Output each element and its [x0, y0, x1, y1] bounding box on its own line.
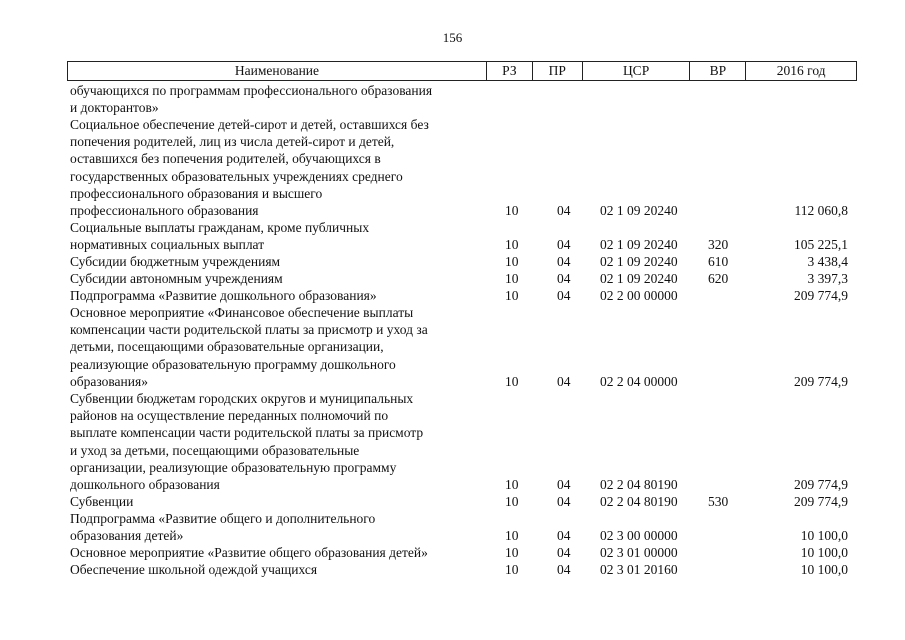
row-amount: 112 060,8	[794, 202, 848, 218]
row-csr: 02 1 09 20240	[600, 236, 678, 252]
row-rz: 10	[505, 253, 519, 269]
row-csr: 02 1 09 20240	[600, 202, 678, 218]
row-rz: 10	[505, 202, 519, 218]
column-header-rz: РЗ	[487, 62, 533, 80]
table-row	[0, 82, 905, 116]
row-pr: 04	[557, 236, 571, 252]
row-rz: 10	[505, 236, 519, 252]
row-name: Субвенции	[70, 494, 134, 509]
row-name: Обеспечение школьной одеждой учащихся	[70, 562, 318, 577]
table-body	[0, 82, 905, 578]
row-amount: 3 438,4	[807, 253, 848, 269]
row-csr: 02 2 04 00000	[600, 373, 678, 389]
page-number: 156	[442, 30, 463, 45]
column-header-name: Наименование	[68, 62, 487, 80]
row-amount: 10 100,0	[800, 544, 848, 560]
row-pr: 04	[557, 373, 571, 389]
table-row	[0, 116, 905, 219]
row-csr: 02 2 00 00000	[600, 287, 678, 303]
row-amount: 209 774,9	[794, 287, 848, 303]
row-pr: 04	[557, 527, 571, 543]
table-row	[0, 390, 905, 493]
table-row	[0, 493, 905, 510]
row-pr: 04	[557, 202, 571, 218]
row-csr: 02 2 04 80190	[600, 476, 678, 492]
row-amount: 10 100,0	[800, 527, 848, 543]
table-header	[67, 61, 857, 81]
row-name: обучающихся по программам профессионального образования и докторантов»	[70, 83, 433, 116]
row-amount: 105 225,1	[794, 236, 848, 252]
row-amount: 10 100,0	[800, 561, 848, 577]
row-rz: 10	[505, 561, 519, 577]
row-csr: 02 3 00 00000	[600, 527, 678, 543]
row-rz: 10	[505, 493, 519, 509]
row-rz: 10	[505, 476, 519, 492]
row-name: Социальное обеспечение детей-сирот и детей, оставшихся без попечения родителей, лиц из числа детей-сирот и детей, оставшихся без попечения родителей, обучающихся в государственных образовательных учреждениях среднего профессионального образования и высшего профессионального образования	[70, 117, 429, 219]
row-name: Основное мероприятие «Финансовое обеспечение выплаты компенсации части родительской платы за присмотр и уход за детьми, посещающими образовательные организации, реализующие образовательную программу дошкольного образования»	[70, 305, 428, 389]
table-row	[0, 561, 905, 578]
table-row	[0, 510, 905, 544]
row-amount: 3 397,3	[807, 270, 848, 286]
row-pr: 04	[557, 561, 571, 577]
row-csr: 02 1 09 20240	[600, 270, 678, 286]
table-row	[0, 270, 905, 287]
row-pr: 04	[557, 253, 571, 269]
row-vr: 320	[708, 236, 729, 252]
row-pr: 04	[557, 476, 571, 492]
row-csr: 02 3 01 00000	[600, 544, 678, 560]
table-row	[0, 287, 905, 304]
table-row	[0, 253, 905, 270]
row-csr: 02 2 04 80190	[600, 493, 678, 509]
row-csr: 02 3 01 20160	[600, 561, 678, 577]
column-header-vr: ВР	[690, 62, 746, 80]
row-amount: 209 774,9	[794, 373, 848, 389]
row-rz: 10	[505, 544, 519, 560]
row-name: Субсидии бюджетным учреждениям	[70, 254, 281, 269]
row-name: Подпрограмма «Развитие дошкольного образования»	[70, 288, 377, 303]
row-rz: 10	[505, 373, 519, 389]
row-rz: 10	[505, 527, 519, 543]
row-amount: 209 774,9	[794, 493, 848, 509]
row-pr: 04	[557, 493, 571, 509]
row-vr: 530	[708, 493, 729, 509]
row-name: Основное мероприятие «Развитие общего образования детей»	[70, 545, 428, 560]
row-pr: 04	[557, 544, 571, 560]
table-row	[0, 219, 905, 253]
row-name: Подпрограмма «Развитие общего и дополнительного образования детей»	[70, 511, 376, 544]
column-header-csr: ЦСР	[583, 62, 691, 80]
row-vr: 610	[708, 253, 729, 269]
row-amount: 209 774,9	[794, 476, 848, 492]
table-row	[0, 544, 905, 561]
column-header-pr: ПР	[533, 62, 583, 80]
row-csr: 02 1 09 20240	[600, 253, 678, 269]
table-row	[0, 304, 905, 390]
row-name: Социальные выплаты гражданам, кроме публичных нормативных социальных выплат	[70, 220, 370, 253]
column-header-year: 2016 год	[776, 63, 826, 79]
row-rz: 10	[505, 287, 519, 303]
row-pr: 04	[557, 270, 571, 286]
row-vr: 620	[708, 270, 729, 286]
row-name: Субсидии автономным учреждениям	[70, 271, 283, 286]
row-name: Субвенции бюджетам городских округов и муниципальных районов на осуществление переданных полномочий по выплате компенсации части родительской платы за присмотр и уход за детьми, посещающими образовательные организации, реализующие образовательную программу дошкольного образования	[70, 391, 424, 493]
row-rz: 10	[505, 270, 519, 286]
row-pr: 04	[557, 287, 571, 303]
